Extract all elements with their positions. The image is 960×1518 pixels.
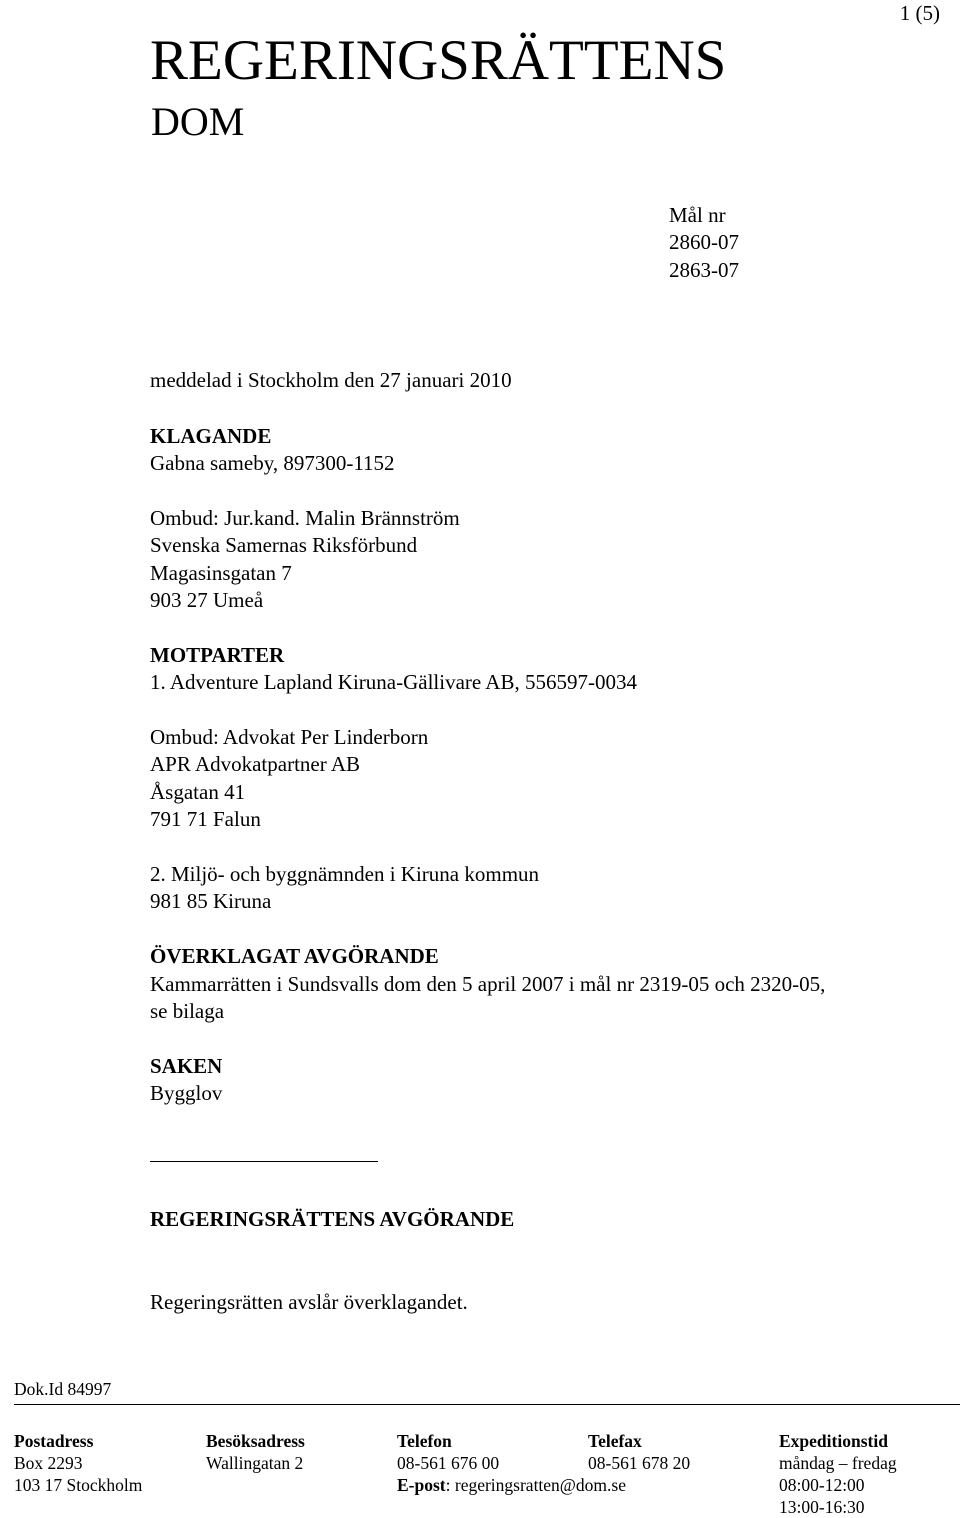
issued-date: meddelad i Stockholm den 27 januari 2010 [150,368,512,392]
expedition-time: 13:00-16:30 [779,1497,865,1517]
expedition-time: 08:00-12:00 [779,1475,865,1495]
postadress-box: Box 2293 [14,1453,83,1473]
motpart-2: 2. Miljö- och byggnämnden i Kiruna kommun [150,862,540,886]
telefon: 08-561 676 00 [397,1453,500,1473]
case-number-label: Mål nr [669,203,726,227]
motpart-1-rep-line: Åsgatan 41 [150,780,246,804]
footer-row [14,1496,960,1518]
footer-header: Telefax [588,1431,642,1451]
document-id: Dok.Id 84997 [14,1379,112,1399]
motparter-heading: MOTPARTER [150,643,285,667]
footer-header: Postadress [14,1431,94,1451]
page-number: 1 (5) [899,1,940,25]
telefax: 08-561 678 20 [588,1453,691,1473]
case-number: 2863-07 [669,258,739,282]
footer-header: Expeditionstid [779,1431,888,1451]
motpart-1: 1. Adventure Lapland Kiruna-Gällivare AB, 556597-0034 [150,670,637,694]
overklagat-heading: ÖVERKLAGAT AVGÖRANDE [150,944,439,968]
epost-label: E-post [397,1475,446,1495]
motpart-1-rep-line: 791 71 Falun [150,807,261,831]
epost-value: : regeringsratten@dom.se [445,1475,626,1495]
footer-header-row [14,1430,960,1452]
section-divider [150,1161,378,1162]
footer-row [14,1452,960,1474]
footer-header: Telefon [397,1431,452,1451]
avgorande-heading: REGERINGSRÄTTENS AVGÖRANDE [150,1207,515,1231]
document-type: DOM [151,99,245,144]
footer-header: Besöksadress [206,1431,305,1451]
court-title: REGERINGSRÄTTENS [150,29,727,92]
footer-divider [14,1404,960,1405]
saken-heading: SAKEN [150,1054,223,1078]
epost [397,1474,626,1496]
expedition-days: måndag – fredag [779,1453,897,1473]
motpart-1-rep-line: APR Advokatpartner AB [150,752,360,776]
case-number: 2860-07 [669,230,739,254]
avgorande-text: Regeringsrätten avslår överklagandet. [150,1290,468,1314]
klagande-rep-line: Svenska Samernas Riksförbund [150,533,418,557]
footer-row [14,1474,960,1496]
overklagat-line: se bilaga [150,999,225,1023]
saken-value: Bygglov [150,1081,223,1105]
postadress-city: 103 17 Stockholm [14,1475,143,1495]
motpart-1-rep-line: Ombud: Advokat Per Linderborn [150,725,429,749]
besoksadress: Wallingatan 2 [206,1453,304,1473]
klagande-rep-line: Magasinsgatan 7 [150,561,292,585]
klagande-party: Gabna sameby, 897300-1152 [150,451,395,475]
overklagat-line: Kammarrätten i Sundsvalls dom den 5 april 2007 i mål nr 2319-05 och 2320-05, [150,972,826,996]
motpart-2-address: 981 85 Kiruna [150,889,272,913]
klagande-rep-line: 903 27 Umeå [150,588,264,612]
klagande-heading: KLAGANDE [150,424,272,448]
klagande-rep-line: Ombud: Jur.kand. Malin Brännström [150,506,460,530]
